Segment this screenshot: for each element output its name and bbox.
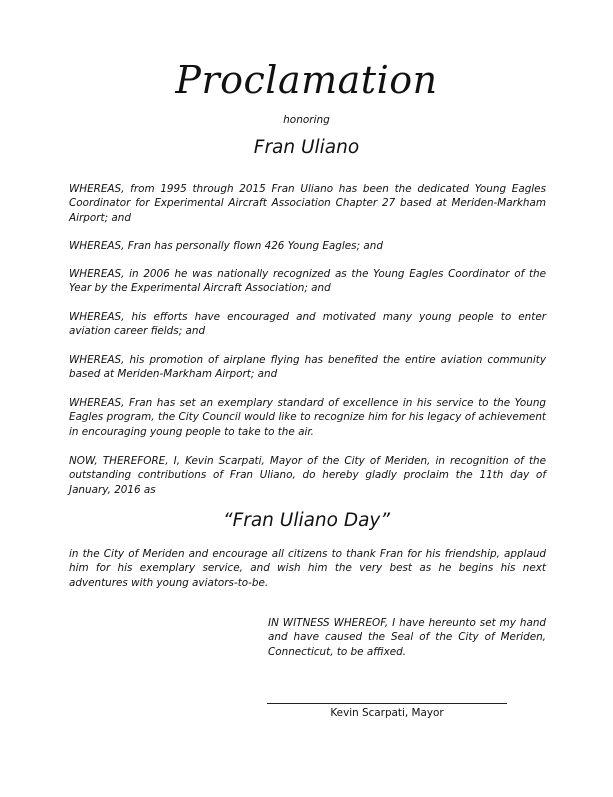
whereas-paragraph-5: WHEREAS, his promotion of airplane flying has benefited the entire aviation community based at Meriden-Markham Airport; and <box>69 354 546 381</box>
honoree-name: Fran Uliano <box>253 137 360 158</box>
whereas-paragraph-1: WHEREAS, from 1995 through 2015 Fran Uliano has been the dedicated Young Eagles Coordinator for Experimental Aircraft Association Chapter 27 based at Meriden-Markham Airport; and <box>69 183 546 224</box>
whereas-paragraph-6: WHEREAS, Fran has set an exemplary standard of excellence in his service to the Young Eagles program, the City Council would like to recognize him for his legacy of achievement in encouraging young people to take to the air. <box>69 397 546 438</box>
now-therefore-paragraph: NOW, THEREFORE, I, Kevin Scarpati, Mayor of the City of Meriden, in recognition of the outstanding contributions of Fran Uliano, do hereby gladly proclaim the 11th day of January, 2016 as <box>69 455 546 496</box>
proclamation-title: Proclamation <box>175 58 438 102</box>
closing-paragraph: in the City of Meriden and encourage all citizens to thank Fran for his friendship, applaud him for his exemplary service, and wish him the very best as he begins his next adventures with young aviators-to-be. <box>69 548 546 589</box>
honoring-label: honoring <box>283 114 330 126</box>
witness-paragraph: IN WITNESS WHEREOF, I have hereunto set my hand and have caused the Seal of the City of Meriden, Connecticut, to be affixed. <box>268 617 546 658</box>
day-title: “Fran Uliano Day” <box>223 510 390 531</box>
whereas-paragraph-2: WHEREAS, Fran has personally flown 426 Young Eagles; and <box>69 240 383 252</box>
signature-name: Kevin Scarpati, Mayor <box>330 707 444 719</box>
whereas-paragraph-3: WHEREAS, in 2006 he was nationally recognized as the Young Eagles Coordinator of the Year by the Experimental Aircraft Association; and <box>69 268 546 295</box>
whereas-paragraph-4: WHEREAS, his efforts have encouraged and motivated many young people to enter aviation career fields; and <box>69 311 546 338</box>
signature-line <box>267 703 507 704</box>
